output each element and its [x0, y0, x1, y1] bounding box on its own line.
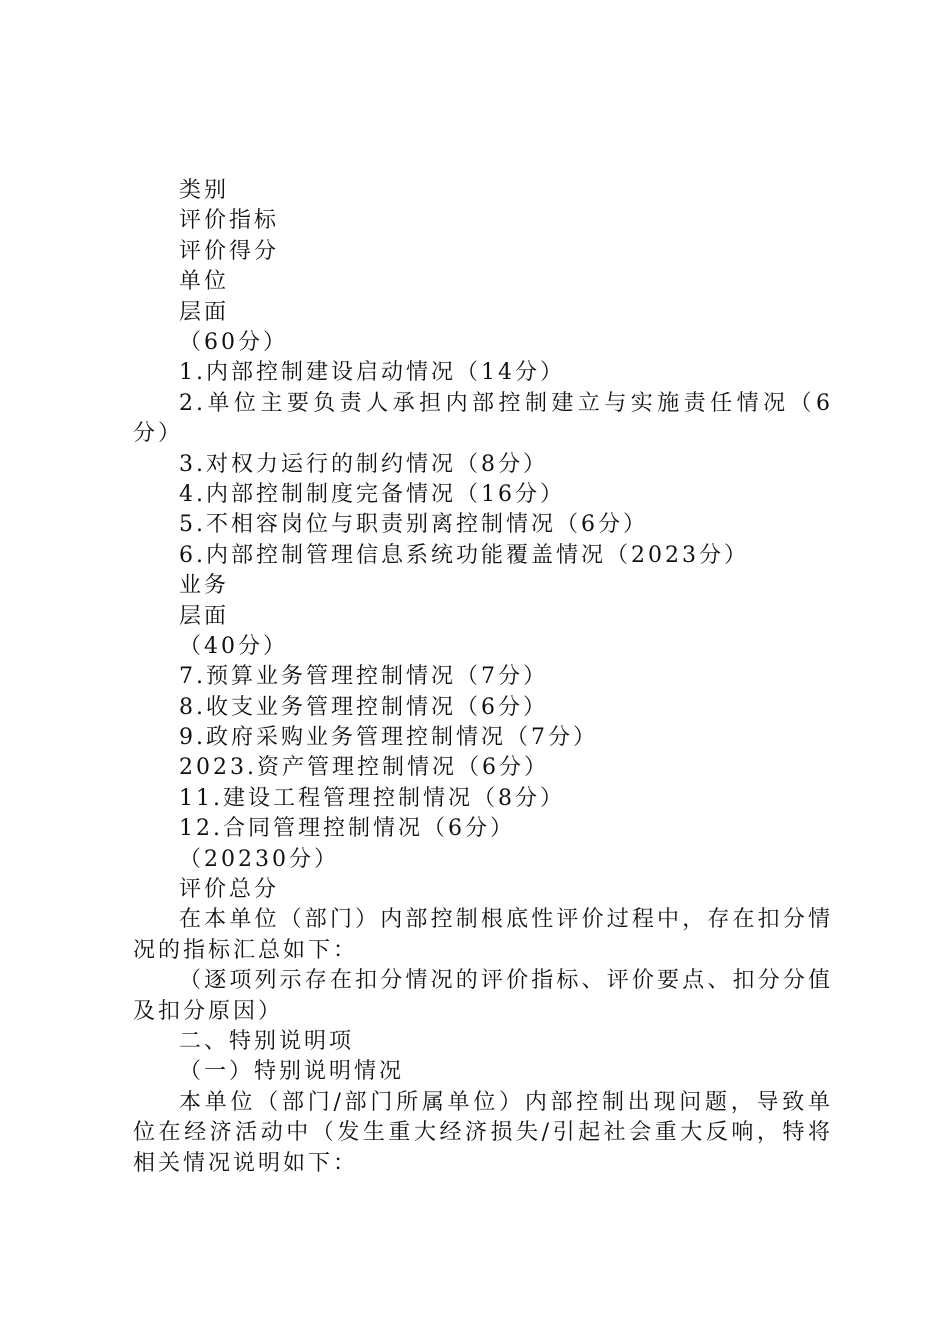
text-line: 评价得分	[179, 238, 280, 264]
text-line: 9.政府采购业务管理控制情况（7分）	[179, 725, 598, 751]
text-line: 3.对权力运行的制约情况（8分）	[179, 451, 548, 477]
text-paragraph: 2.单位主要负责人承担内部控制建立与实施责任情况（6分）	[133, 390, 833, 447]
text-line: 评价指标	[179, 208, 280, 234]
text-line: 层面	[179, 603, 230, 629]
text-line: 12.合同管理控制情况（6分）	[179, 816, 515, 842]
text-line: 业务	[179, 573, 230, 599]
text-line: 层面	[179, 299, 230, 325]
text-line: 评价总分	[179, 877, 280, 903]
text-paragraph: 本单位（部门/部门所属单位）内部控制出现问题，导致单位在经济活动中（发生重大经济损失/引起社会重大反响，特将相关情况说明如下：	[133, 1089, 833, 1176]
text-line: 2023.资产管理控制情况（6分）	[179, 755, 549, 781]
text-paragraph: （逐项列示存在扣分情况的评价指标、评价要点、扣分分值及扣分原因）	[133, 968, 833, 1024]
text-line: （60分）	[179, 329, 288, 355]
text-line: 11.建设工程管理控制情况（8分）	[179, 785, 565, 811]
text-line: 4.内部控制制度完备情况（16分）	[179, 481, 565, 507]
section-heading: 二、特别说明项	[179, 1029, 355, 1055]
text-line: （20230分）	[179, 846, 339, 872]
text-line: 5.不相容岗位与职责别离控制情况（6分）	[179, 512, 648, 538]
text-line: 8.收支业务管理控制情况（6分）	[179, 694, 548, 720]
text-line: 7.预算业务管理控制情况（7分）	[179, 664, 548, 690]
text-line: （40分）	[179, 633, 288, 659]
text-line: 单位	[179, 269, 230, 295]
subsection-heading: （一）特别说明情况	[179, 1059, 405, 1085]
text-line: 6.内部控制管理信息系统功能覆盖情况（2023分）	[179, 542, 749, 568]
text-paragraph: 在本单位（部门）内部控制根底性评价过程中，存在扣分情况的指标汇总如下：	[133, 907, 833, 963]
text-line: 类别	[179, 178, 230, 203]
document-body	[133, 176, 833, 1179]
text-line: 1.内部控制建设启动情况（14分）	[179, 360, 565, 386]
